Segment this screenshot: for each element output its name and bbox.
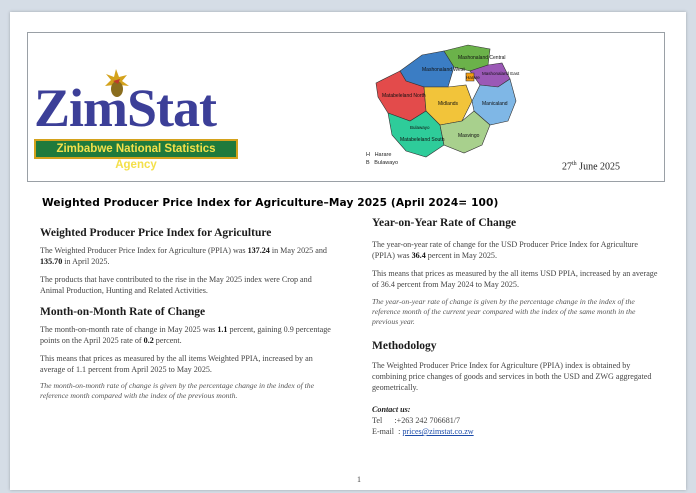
document-title: Weighted Producer Price Index for Agriculture–May 2025 (April 2024= 100) bbox=[42, 197, 499, 209]
zimstat-logo bbox=[34, 77, 242, 171]
section-heading-year-on-year: Year-on-Year Rate of Change bbox=[372, 217, 517, 229]
right-column bbox=[372, 218, 658, 437]
map-label-mashonaland-west: Mashonaland West bbox=[422, 67, 465, 73]
ppia-paragraph: The Weighted Producer Price Index for Agriculture (PPIA) was 137.24 in May 2025 and 135.70 in April 2025. bbox=[40, 246, 327, 266]
contact-email: E-mail : prices@zimstat.co.zw bbox=[372, 427, 474, 436]
map-legend-item: H Harare bbox=[366, 152, 392, 158]
year-on-year-paragraph: The year-on-year rate of change for the USD Producer Price Index for Agriculture (PPIA) was 36.4 percent in May 2025. bbox=[372, 240, 638, 260]
month-on-month-note: The month-on-month rate of change is given by the percentage change in the index of the reference month compared with the index of the previous month. bbox=[40, 381, 315, 400]
contact-heading: Contact us: bbox=[372, 405, 411, 414]
release-date: 27th June 2025 bbox=[562, 161, 621, 173]
zimbabwe-provinces-map bbox=[370, 41, 560, 161]
map-label-matabeleland-south: Matabeleland South bbox=[400, 137, 445, 143]
logo-tagline: Zimbabwe National Statistics Agency bbox=[34, 139, 238, 159]
contact-tel: Tel :+263 242 706681/7 bbox=[372, 416, 461, 425]
month-on-month-meaning: This means that prices as measured by the all items Weighted PPIA, increased by an average of 1.1 percent from April 2025 to May 2025. bbox=[40, 354, 313, 374]
document-page bbox=[10, 12, 686, 490]
section-heading-month-on-month: Month-on-Month Rate of Change bbox=[40, 306, 206, 318]
contributors-paragraph: The products that have contributed to the rise in the May 2025 index were Crop and Animal Production, Hunting and Related Activities. bbox=[40, 275, 312, 295]
map-legend-item: B Bulawayo bbox=[366, 160, 399, 166]
map-label-manicaland: Manicaland bbox=[482, 101, 508, 107]
section-heading-methodology: Methodology bbox=[372, 340, 437, 352]
section-heading-ppia: Weighted Producer Price Index for Agriculture bbox=[40, 227, 272, 239]
map-label-mashonaland-central: Mashonaland Central bbox=[458, 55, 506, 61]
map-legend bbox=[366, 151, 398, 167]
year-on-year-meaning: This means that prices as measured by the all items USD PPIA, increased by an average of 36.4 percent from May 2024 to May 2025. bbox=[372, 269, 658, 289]
map-label-bulawayo: Bulawayo bbox=[410, 125, 430, 130]
month-on-month-paragraph: The month-on-month rate of change in May 2025 was 1.1 percent, gaining 0.9 percentage points on the April 2025 rate of 0.2 percent. bbox=[40, 325, 331, 345]
map-label-midlands: Midlands bbox=[438, 101, 459, 107]
map-label-harare: Harare bbox=[466, 75, 480, 80]
logo-wordmark: ZimStat bbox=[34, 78, 216, 138]
map-label-matabeleland-north: Matabeleland North bbox=[382, 93, 426, 99]
map-label-masvingo: Masvingo bbox=[458, 133, 480, 139]
map-label-mashonaland-east: Mashonaland East bbox=[482, 71, 520, 76]
email-link[interactable]: prices@zimstat.co.zw bbox=[402, 427, 474, 436]
year-on-year-note: The year-on-year rate of change is given by the percentage change in the index of the reference month of the current year compared with the index of the same month in the previous year. bbox=[372, 297, 636, 326]
methodology-paragraph: The Weighted Producer Price Index for Agriculture (PPIA) index is obtained by combining price changes of goods and services in both the USD and ZWG aggregated geometrically. bbox=[372, 361, 652, 392]
page-number: 1 bbox=[357, 475, 361, 484]
report-header bbox=[27, 32, 665, 182]
left-column bbox=[40, 228, 334, 401]
